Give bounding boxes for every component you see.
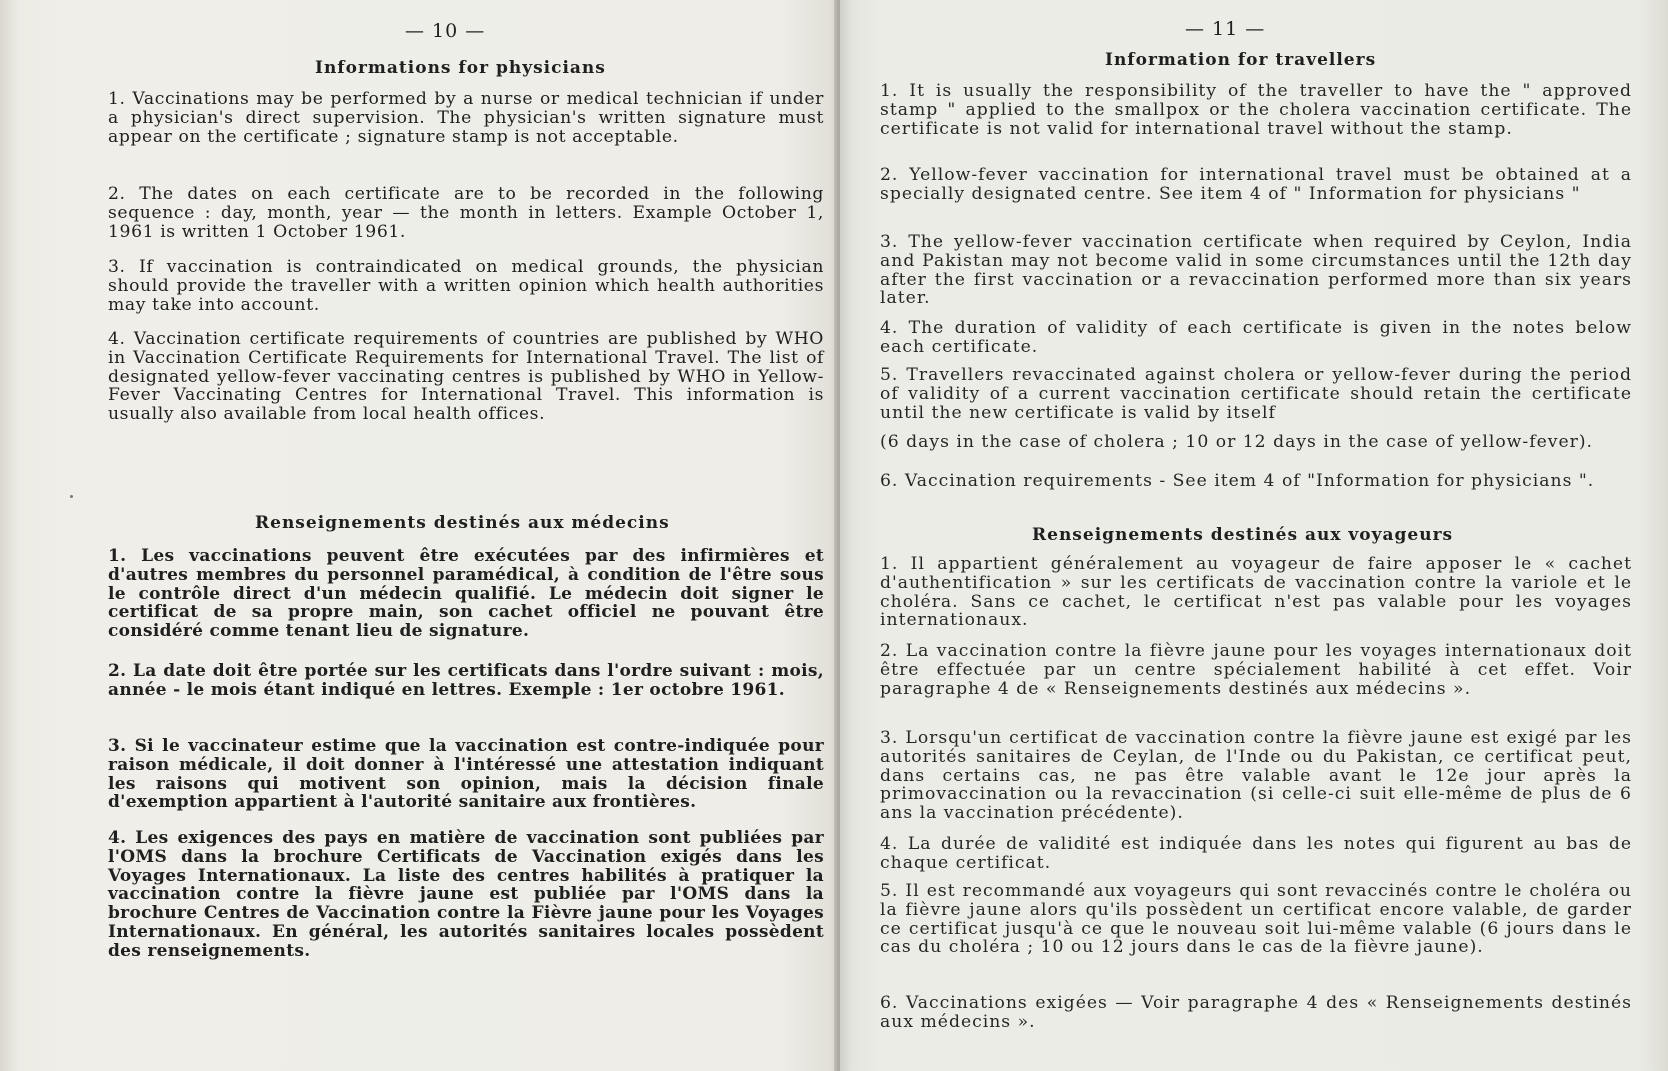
travellers-en-item-4: 4. The duration of validity of each certificate is given in the notes below each certificate. (880, 318, 1632, 357)
paper-speck (70, 495, 73, 498)
physicians-fr-item-2: 2. La date doit être portée sur les certificats dans l'ordre suivant : mois, année - le mois étant indiqué en lettres. Exemple : 1er octobre 1961. (108, 661, 824, 700)
physicians-en-item-1: 1. Vaccinations may be performed by a nurse or medical technician if under a physician's direct supervision. The physician's written signature must appear on the certificate ; signature stamp is not acceptable. (108, 89, 824, 147)
travellers-fr-item-3: 3. Lorsqu'un certificat de vaccination contre la fièvre jaune est exigé par les autorités sanitaires de Ceylan, de l'Inde ou du Pakistan, ce certificat peut, dans certains cas, ne pas être valable avant le 12e jour après la primovaccination ou la revaccination (si celle-ci suit elle-même de plus de 6 ans la vaccination précédente). (880, 728, 1632, 824)
travellers-fr-item-2: 2. La vaccination contre la fièvre jaune pour les voyages internationaux doit être effectuée par un centre spécialement habilité à cet effet. Voir paragraphe 4 de « Renseignements destinés aux médecins ». (880, 641, 1632, 699)
travellers-fr-item-5: 5. Il est recommandé aux voyageurs qui sont revaccinés contre le choléra ou la fièvre jaune alors qu'ils possèdent un certificat encore valable, de garder ce certificat jusqu'à ce que le nouveau soit lui-même valable (6 jours dans le cas du choléra ; 10 ou 12 jours dans le cas de la fièvre jaune). (880, 881, 1632, 958)
page-number: — 10 — (405, 20, 486, 42)
physicians-fr-item-1: 1. Les vaccinations peuvent être exécutées par des infirmières et d'autres membres du personnel paramédical, à condition de l'être sous le contrôle direct d'un médecin qualifié. Le médecin doit signer le certificat de sa propre main, son cachet officiel ne pouvant être considéré comme tenant lieu de signature. (108, 546, 824, 642)
heading-travellers-en: Information for travellers (1105, 50, 1377, 70)
travellers-fr-item-1: 1. Il appartient généralement au voyageur de faire apposer le « cachet d'authentification » sur les certificats de vaccination contre la variole et le choléra. Sans ce cachet, le certificat n'est pas valable pour les voyages internationaux. (880, 554, 1632, 631)
travellers-en-item-6: 6. Vaccination requirements - See item 4 of "Information for physicians ". (880, 471, 1595, 491)
physicians-en-item-4: 4. Vaccination certificate requirements of countries are published by WHO in Vaccination Certificate Requirements for International Travel. The list of designated yellow-fever vaccinating centres is published by WHO in Yellow-Fever Vaccinating Centres for International Travel. This information is usually also available from local health offices. (108, 329, 824, 425)
heading-physicians-en: Informations for physicians (315, 58, 606, 78)
travellers-en-item-3: 3. The yellow-fever vaccination certificate when required by Ceylon, India and Pakistan may not become valid in some circumstances until the 12th day after the first vaccination or a revaccination performed more than six years later. (880, 232, 1632, 309)
physicians-en-item-3: 3. If vaccination is contraindicated on medical grounds, the physician should provide the traveller with a written opinion which health authorities may take into account. (108, 257, 824, 315)
physicians-fr-item-3: 3. Si le vaccinateur estime que la vaccination est contre-indiquée pour raison médicale, il doit donner à l'intéressé une attestation indiquant les raisons qui motivent son opinion, mais la décision finale d'exemption appartient à l'autorité sanitaire aux frontières. (108, 736, 824, 813)
heading-physicians-fr: Renseignements destinés aux médecins (255, 513, 670, 533)
travellers-en-item-2: 2. Yellow-fever vaccination for international travel must be obtained at a specially designated centre. See item 4 of " Information for physicians " (880, 165, 1632, 204)
heading-travellers-fr: Renseignements destinés aux voyageurs (1032, 525, 1454, 545)
travellers-fr-item-4: 4. La durée de validité est indiquée dans les notes qui figurent au bas de chaque certificat. (880, 834, 1632, 873)
travellers-en-item-5-continued: (6 days in the case of cholera ; 10 or 12 days in the case of yellow-fever). (880, 432, 1594, 452)
right-page (840, 0, 1668, 1071)
travellers-fr-item-6: 6. Vaccinations exigées — Voir paragraphe 4 des « Renseignements destinés aux médecins ». (880, 993, 1632, 1032)
travellers-en-item-5: 5. Travellers revaccinated against cholera or yellow-fever during the period of validity of a current vaccination certificate should retain the certificate until the new certificate is valid by itself (880, 365, 1632, 423)
physicians-en-item-2: 2. The dates on each certificate are to be recorded in the following sequence : day, month, year — the month in letters. Example October 1, 1961 is written 1 October 1961. (108, 184, 824, 242)
travellers-en-item-1: 1. It is usually the responsibility of the traveller to have the " approved stamp " applied to the smallpox or the cholera vaccination certificate. The certificate is not valid for international travel without the stamp. (880, 81, 1632, 139)
physicians-fr-item-4: 4. Les exigences des pays en matière de vaccination sont publiées par l'OMS dans la brochure Certificats de Vaccination exigés dans les Voyages Internationaux. La liste des centres habilités à pratiquer la vaccination contre la fièvre jaune est publiée par l'OMS dans la brochure Centres de Vaccination contre la Fièvre jaune pour les Voyages Internationaux. En général, les autorités sanitaires locales possèdent des renseignements. (108, 828, 824, 961)
page-number: — 11 — (1185, 18, 1266, 40)
